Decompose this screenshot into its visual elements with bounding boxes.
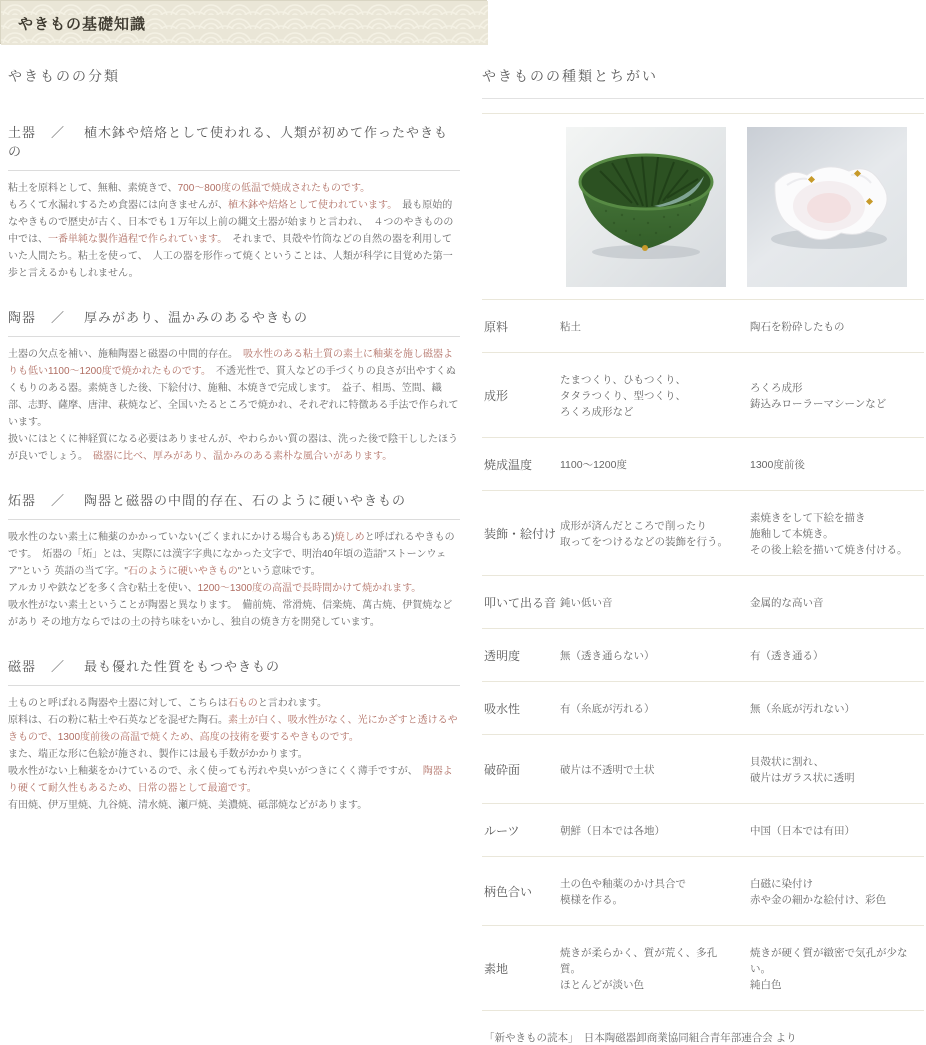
- cell-line: 成形が済んだところで削ったり: [560, 520, 707, 532]
- type-paragraph: アルカリや鉄などを多く含む粘土を使い、1200〜1300度の高温で長時間かけて焼かれます。: [8, 583, 422, 594]
- page-header-banner: [0, 0, 487, 44]
- cell-line: 鈍い低い音: [560, 597, 613, 609]
- type-paragraph: もろくて水漏れするため食器には向きませんが、植木鉢や焙烙として使われています。 最も原始的なやきもので歴史が古く、日本でも１万年以上前の縄文土器が始まりと言われ、 ４つのやきものの中では、一番単純な製作過程で作られています。 それまで、貝殻や竹筒などの自然の器を利用していた人間たち。粘土を使って、 人工の器を形作って焼くということは、人類が科学に目覚めた第一歩と言えるかもしれません。: [8, 200, 454, 279]
- source-credit: 「新やきもの読本」 日本陶磁器卸商業協同組合青年部連合会 より: [484, 1032, 797, 1044]
- cell-line: 貝殻状に割れ、: [750, 756, 825, 768]
- classification-section: [0, 44, 472, 814]
- toki-cell: [560, 518, 750, 550]
- type-name: 陶器: [8, 310, 37, 325]
- cell-line: 焼きが柔らかく、質が荒く、多孔質。: [560, 947, 718, 975]
- comparison-row: [482, 734, 924, 803]
- jiki-cell: [750, 319, 924, 335]
- comparison-row-label: 焼成温度: [484, 458, 533, 472]
- cell-line: その後上絵を描いて焼き付ける。: [750, 544, 908, 556]
- cell-line: 1300度前後: [750, 459, 805, 471]
- porcelain-dish-photo: [747, 127, 907, 287]
- cell-line: 施釉して本焼き。: [750, 528, 834, 540]
- type-paragraph: 土ものと呼ばれる陶器や土器に対して、こちらは石ものと言われます。: [8, 698, 328, 709]
- toki-cell: [560, 372, 750, 420]
- type-paragraph: 土器の欠点を補い、施釉陶器と磁器の中間的存在。 吸水性のある粘土質の素土に釉薬を施し磁器よりも低い1100〜1200度で焼かれたものです。 不透光性で、貫入などの手づくりの良さが出やすくぬくもりのある器。素焼きした後、下絵付け、施釉、本焼きで完成します。 益子、相馬、笠間、織部、志野、薩摩、唐津、萩焼など、全国いたるところで焼かれ、それぞれに特徴ある手法で作られています。: [8, 349, 459, 428]
- cell-line: 粘土: [560, 321, 581, 333]
- cell-line: 無（透き通らない）: [560, 650, 655, 662]
- cell-line: タタラつくり、型つくり、: [560, 390, 686, 402]
- cell-line: 無（糸底が汚れない）: [750, 703, 855, 715]
- comparison-rows: [482, 299, 924, 1010]
- toki-cell: [560, 701, 750, 717]
- type-heading: [8, 122, 460, 171]
- type-separator: ／: [51, 493, 66, 508]
- cell-line: ほとんどが淡い色: [560, 979, 644, 991]
- cell-line: 金属的な高い音: [750, 597, 824, 609]
- comparison-row-label: 原料: [484, 320, 509, 334]
- comparison-row-label: 叩いて出る音: [484, 596, 557, 610]
- type-separator: ／: [51, 659, 66, 674]
- comparison-row-label: 柄色合い: [484, 885, 533, 899]
- type-body: [8, 695, 460, 814]
- type-paragraph: 吸水性がない上釉薬をかけているので、永く使っても汚れや臭いがつきにくく薄手ですが、 陶器より硬くて耐久性もあるため、日常の器として最適です。: [8, 766, 453, 794]
- type-heading: [8, 307, 460, 337]
- pottery-bowl-photo: [566, 127, 726, 287]
- cell-line: 鋳込みローラーマシーンなど: [750, 398, 887, 410]
- comparison-title: やきものの種類とちがい: [482, 68, 658, 84]
- jiki-cell: [750, 701, 924, 717]
- cell-line: 模様を作る。: [560, 894, 623, 906]
- type-name: 土器: [8, 125, 37, 140]
- cell-line: たまつくり、ひもつくり、: [560, 374, 686, 386]
- content-columns: [0, 44, 926, 1045]
- type-block: [8, 490, 460, 631]
- comparison-row-label: 吸水性: [484, 702, 521, 716]
- type-body: [8, 180, 460, 282]
- cell-line: 陶石を粉砕したもの: [750, 321, 845, 333]
- comparison-row-label: 破砕面: [484, 763, 521, 777]
- type-heading: [8, 490, 460, 520]
- comparison-row-label: 成形: [484, 389, 509, 403]
- cell-line: 素焼きをして下絵を描き: [750, 512, 866, 524]
- jiki-cell: [750, 457, 924, 473]
- type-block: [8, 122, 460, 282]
- comparison-row: [482, 299, 924, 352]
- comparison-row: [482, 803, 924, 856]
- cell-line: 有（糸底が汚れる）: [560, 703, 655, 715]
- type-heading: [8, 656, 460, 686]
- type-paragraph: 吸水性がない素土ということが陶器と異なります。 備前焼、常滑焼、信楽焼、萬古焼、伊賀焼などがあり その地方ならではの土の持ち味をいかし、独自の焼き方を開発しています。: [8, 600, 453, 628]
- toki-cell: [560, 319, 750, 335]
- jiki-cell: [750, 510, 924, 558]
- comparison-row: [482, 925, 924, 1010]
- type-paragraph: 扱いにはとくに神経質になる必要はありませんが、やわらかい質の器は、洗った後で陰干ししたほうが良いでしょう。 磁器に比べ、厚みがあり、温かみのある素朴な風合いがあります。: [8, 434, 458, 462]
- type-tagline: 最も優れた性質をもつやきもの: [84, 659, 281, 674]
- toki-cell: [560, 648, 750, 664]
- comparison-row-label: 透明度: [484, 649, 521, 663]
- type-body: [8, 346, 460, 465]
- jiki-cell: [750, 380, 924, 412]
- divider: [482, 98, 924, 99]
- cell-line: ろくろ成形: [750, 382, 803, 394]
- comparison-row: [482, 575, 924, 628]
- cell-line: 純白色: [750, 979, 782, 991]
- cell-line: 中国（日本では有田）: [750, 825, 855, 837]
- cell-line: 焼きが硬く質が緻密で気孔が少ない。: [750, 947, 908, 975]
- page-title: やきもの基礎知識: [18, 16, 147, 33]
- classification-title: やきものの分類: [8, 68, 120, 84]
- type-block: [8, 656, 460, 814]
- comparison-row: [482, 628, 924, 681]
- comparison-table: [482, 113, 924, 1011]
- type-tagline: 植木鉢や焙烙として使われる、人類が初めて作ったやきもの: [8, 125, 449, 159]
- comparison-row: [482, 352, 924, 437]
- comparison-photos-row: [482, 113, 924, 299]
- comparison-section: [472, 44, 926, 1045]
- comparison-row: [482, 856, 924, 925]
- comparison-row: [482, 437, 924, 490]
- type-paragraph: 吸水性のない素土に釉薬のかかっていない(ごくまれにかける場合もある)焼しめと呼ばれるやきものです。 炻器の「炻」とは、実際には漢字字典になかった文字で、明治40年頃の造語"ストーンウェア"という 英語の当て字。"石のように硬いやきもの"という意味です。: [8, 532, 455, 577]
- jiki-cell: [750, 754, 924, 786]
- type-tagline: 陶器と磁器の中間的存在、石のように硬いやきもの: [84, 493, 407, 508]
- cell-line: ろくろ成形など: [560, 406, 634, 418]
- type-tagline: 厚みがあり、温かみのあるやきもの: [84, 310, 309, 325]
- type-paragraph: また、端正な形に色絵が施され、製作には最も手数がかかります。: [8, 749, 308, 760]
- comparison-row-label: 装飾・絵付け: [484, 527, 557, 541]
- toki-cell: [560, 823, 750, 839]
- type-separator: ／: [51, 310, 66, 325]
- toki-cell: [560, 762, 750, 778]
- comparison-row: [482, 490, 924, 575]
- cell-line: 取ってをつけるなどの装飾を行う。: [560, 536, 728, 548]
- jiki-cell: [750, 648, 924, 664]
- type-paragraph: 粘土を原料として、無釉、素焼きで、700〜800度の低温で焼成されたものです。: [8, 183, 371, 194]
- jiki-cell: [750, 595, 924, 611]
- toki-cell: [560, 876, 750, 908]
- toki-cell: [560, 595, 750, 611]
- toki-cell: [560, 457, 750, 473]
- cell-line: 白磁に染付け: [750, 878, 813, 890]
- comparison-row-label: 素地: [484, 962, 509, 976]
- jiki-cell: [750, 823, 924, 839]
- toki-cell: [560, 945, 750, 993]
- type-sections: [8, 122, 460, 814]
- type-name: 炻器: [8, 493, 37, 508]
- jiki-cell: [750, 945, 924, 993]
- type-block: [8, 307, 460, 465]
- jiki-cell: [750, 876, 924, 908]
- cell-line: 破片はガラス状に透明: [750, 772, 855, 784]
- cell-line: 土の色や釉薬のかけ具合で: [560, 878, 686, 890]
- cell-line: 有（透き通る）: [750, 650, 824, 662]
- type-body: [8, 529, 460, 631]
- type-name: 磁器: [8, 659, 37, 674]
- comparison-row: [482, 681, 924, 734]
- cell-line: 破片は不透明で土状: [560, 764, 655, 776]
- cell-line: 1100〜1200度: [560, 459, 627, 471]
- type-paragraph: 有田焼、伊万里焼、九谷焼、清水焼、瀬戸焼、美濃焼、砥部焼などがあります。: [8, 800, 368, 811]
- type-separator: ／: [51, 125, 66, 140]
- comparison-row-label: ルーツ: [484, 824, 520, 838]
- type-paragraph: 原料は、石の粉に粘土や石英などを混ぜた陶石。素土が白く、吸水性がなく、光にかざすと透けるやきもので、1300度前後の高温で焼くため、高度の技術を要するやきものです。: [8, 715, 458, 743]
- cell-line: 朝鮮（日本では各地）: [560, 825, 665, 837]
- cell-line: 赤や金の細かな絵付け、彩色: [750, 894, 887, 906]
